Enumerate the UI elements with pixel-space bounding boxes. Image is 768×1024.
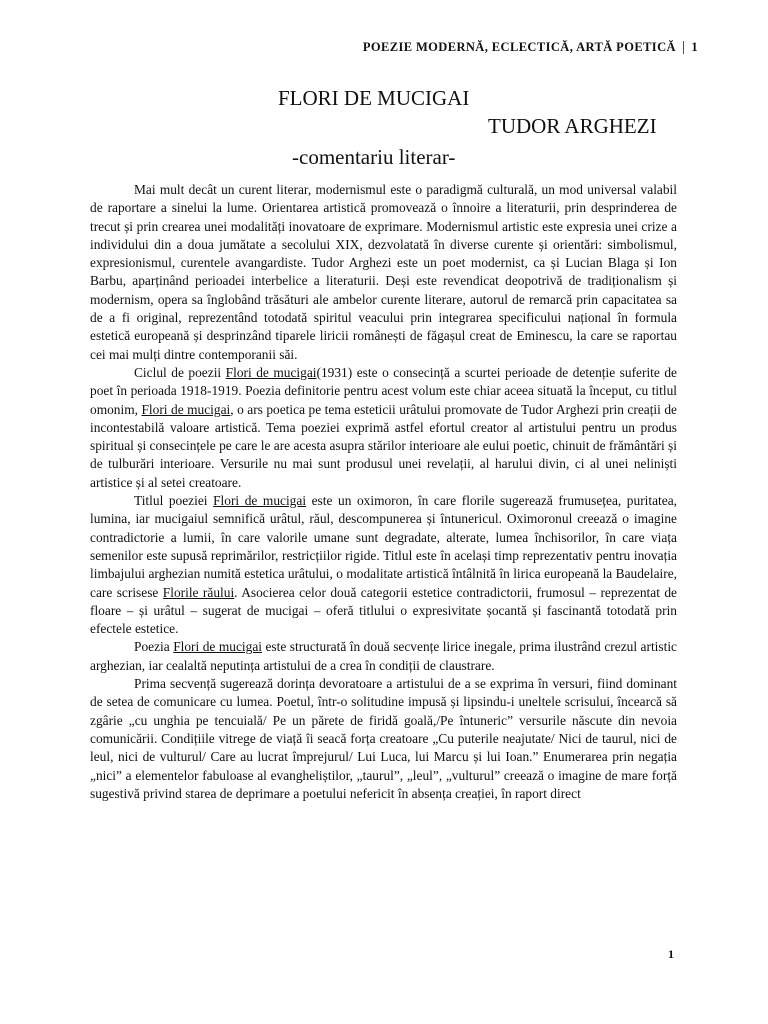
- header-separator: |: [681, 39, 686, 55]
- text-run: este structurată în două secvențe lirice inegale, prima ilustrând crezul artistic arghezian, iar cealaltă neputința artistului de a crea în condiții de claustrare.: [90, 639, 677, 673]
- footer-page-number: 1: [668, 947, 674, 961]
- paragraph-2: [90, 364, 677, 492]
- paragraph-4: [90, 638, 677, 675]
- paragraph-5: Prima secvență sugerează dorința devoratoare a artistului de a se exprima în versuri, fiind dominant de setea de comunicare cu lumea. Poetul, într-o solitudine impusă și lipsindu-i uneltele scrisului, încearcă să zgârie „cu unghia pe tencuială/ Pe un părete de firidă goală,/Pe întuneric” versurile născute din nevoia comunicării. Condițiile vitrege de viață îi seacă forța creatoare „Cu puterile neajutate/ Nici de taurul, nici de leul, nici de vulturul/ Care au lucrat împrejurul/ Lui Luca, lui Marcu și lui Ioan.” Enumerarea prin negația „nici” a elementelor fabuloase al evangheliștilor, „taurul”, „leul”, „vulturul” creează o imagine de mare forță sugestivă privind starea de deprimare a poetului nefericit în absența creației, în raport direct: [90, 676, 677, 801]
- document-subtitle: -comentariu literar-: [292, 145, 456, 169]
- document-title: FLORI DE MUCIGAI: [278, 86, 470, 110]
- poem-title: Flori de mucigai: [213, 493, 307, 509]
- text-run: Poezia: [134, 639, 174, 655]
- poem-title: Flori de mucigai: [141, 401, 231, 417]
- baudelaire-title: Florile răului: [162, 584, 235, 600]
- text-run: Ciclul de poezii: [134, 364, 226, 380]
- text-run: (1931) este o consecință a scurtei perioade de detenție suferite de poet în perioada 1918-1919. Poezia definitorie pentru acest volum este chiar aceea situată la început, cu titlul omonim,: [90, 364, 677, 417]
- paragraph-1: Mai mult decât un curent literar, modernismul este o paradigmă culturală, un mod universal valabil de raportare a sinelui la lume. Orientarea artistică promovează o înnoire a literaturii, prin desprinderea de trecut și prin crearea unei modalități inovatoare de exprimare. Modernismul artistic este expresia unei crize a individului din a doua jumătate a secolului XIX, dezvolatată în diverse curente și orientări: simbolismul, expresionismul, curentele avangardiste. Tudor Arghezi este un poet modernist, ca și Lucian Blaga și Ion Barbu, aparținând perioadei interbelice a literaturii. Deși este revendicat deopotrivă de tradiționalism și modernism, opera sa înglobând trăsături ale ambelor curente literare, autorul de remarcă prin capacitatea sa de a fi original, reprezentând totodată spiritul veacului prin integrarea specificului național în formula estetică europeană și desprinzând tiparele liricii românești de făgașul creat de Eminescu, la care se raportau cei mai mulți dintre contemporanii săi.: [90, 182, 677, 362]
- text-run: Titlul poeziei: [134, 493, 214, 509]
- document-author: TUDOR ARGHEZI: [488, 114, 657, 138]
- page-header: [363, 40, 698, 55]
- paragraph-3: [90, 492, 677, 638]
- text-run: . Asocierea celor două categorii estetice contradictorii, frumosul – reprezentat de floare – și urâtul – sugerat de mucigai – oferă titlului o expresivitate șocantă și fascinantă totodată prin efectele estetice.: [90, 584, 677, 637]
- text-run: este un oximoron, în care florile sugerează frumusețea, puritatea, lumina, iar mucigaiul semnifică urâtul, răul, descompunerea și întunericul. Oximoronul creează o imagine contradictorie a lumii, în care valorile umane sunt degradate, alterate, lumea închisorilor, în care viața semenilor este supusă reprimărilor, restricțiilor rigide. Titlul este în același timp reprezentativ pentru inovația limbajului arghezian numită estetica urâtului, o modalitate artistică întâlnită în lirica europeană la Baudelaire, care scrisese: [90, 493, 677, 600]
- text-run: , o ars poetica pe tema esteticii urâtului promovate de Tudor Arghezi prin creații de incontestabilă valoare artistică. Tema poeziei exprimă astfel efortul creator al artistului pentru un produs spiritual și consecințele pe care le are acesta asupra stărilor interioare ale eului poetic, chinuit de frământări și de tulburări interioare. Versurile nu mai sunt produsul unei revelații, al harului divin, ci al unei neliniști artistice și al setei creatoare.: [90, 401, 677, 490]
- header-page-number: 1: [691, 40, 698, 54]
- volume-title: Flori de mucigai: [225, 364, 317, 380]
- document-body: [90, 181, 677, 803]
- poem-title: Flori de mucigai: [173, 639, 262, 655]
- running-title: POEZIE MODERNĂ, ECLECTICĂ, ARTĂ POETICĂ: [362, 40, 676, 54]
